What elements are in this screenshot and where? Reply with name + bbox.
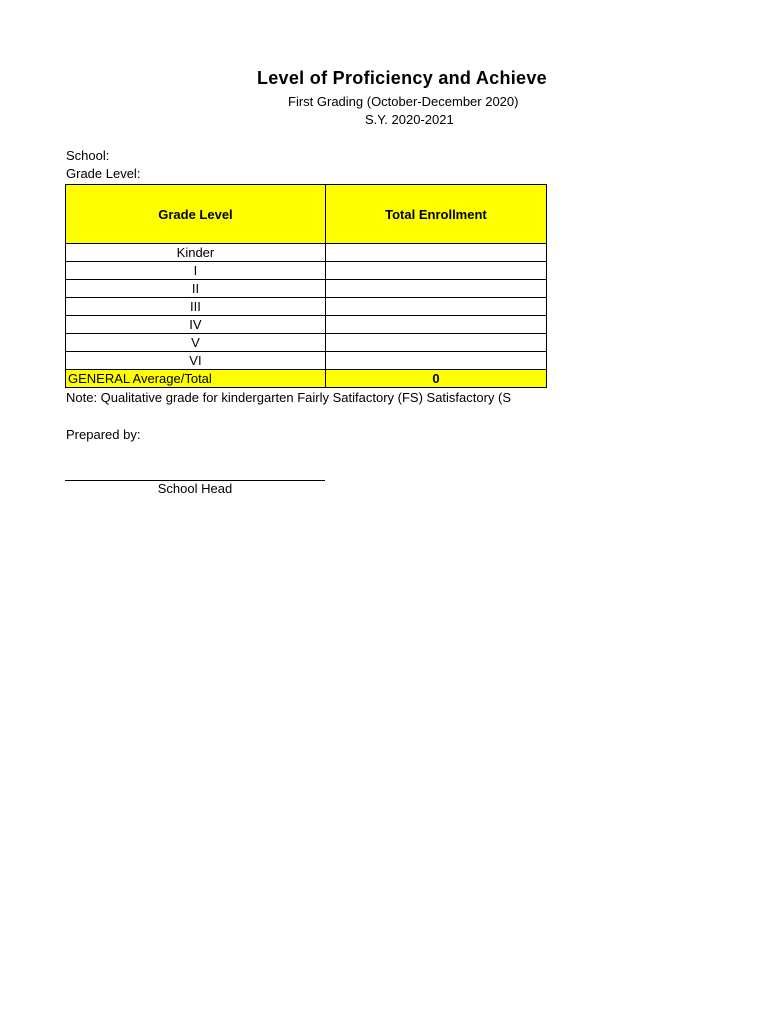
grade-cell[interactable]: III [66,298,326,316]
total-row [66,370,547,388]
grade-cell[interactable]: V [66,334,326,352]
prepared-by-label: Prepared by: [66,427,141,442]
school-year: S.Y. 2020-2021 [365,112,454,127]
grade-cell[interactable]: Kinder [66,244,326,262]
report-title [60,68,547,89]
total-label-cell[interactable]: GENERAL Average/Total [66,370,326,388]
header-total-enrollment[interactable]: Total Enrollment [325,185,546,244]
total-value-cell[interactable]: 0 [325,370,546,388]
table-row [66,334,547,352]
title-clip [60,64,547,94]
grade-cell[interactable]: VI [66,352,326,370]
table-row [66,298,547,316]
grade-cell[interactable]: II [66,280,326,298]
signatory-role: School Head [157,481,233,496]
grade-level-label: Grade Level: [66,166,141,181]
school-label: School: [66,148,110,163]
grading-period: First Grading (October-December 2020) [288,94,519,109]
report-title-text: Level of Proficiency and Achieve [256,68,547,88]
header-grade-level[interactable]: Grade Level [66,185,326,244]
enrollment-cell[interactable] [325,352,546,370]
grade-cell[interactable]: I [66,262,326,280]
table-row [66,244,547,262]
table-header-row [66,185,547,244]
enrollment-cell[interactable] [325,244,546,262]
enrollment-cell[interactable] [325,262,546,280]
enrollment-cell[interactable] [325,298,546,316]
enrollment-cell[interactable] [325,316,546,334]
kinder-note: Note: Qualitative grade for kindergarten Fairly Satifactory (FS) Satisfactory (S [66,390,512,405]
table-row [66,316,547,334]
enrollment-cell[interactable] [325,280,546,298]
table-row [66,352,547,370]
table-row [66,280,547,298]
table-row [66,262,547,280]
enrollment-cell[interactable] [325,334,546,352]
grade-cell[interactable]: IV [66,316,326,334]
enrollment-table [65,184,547,388]
